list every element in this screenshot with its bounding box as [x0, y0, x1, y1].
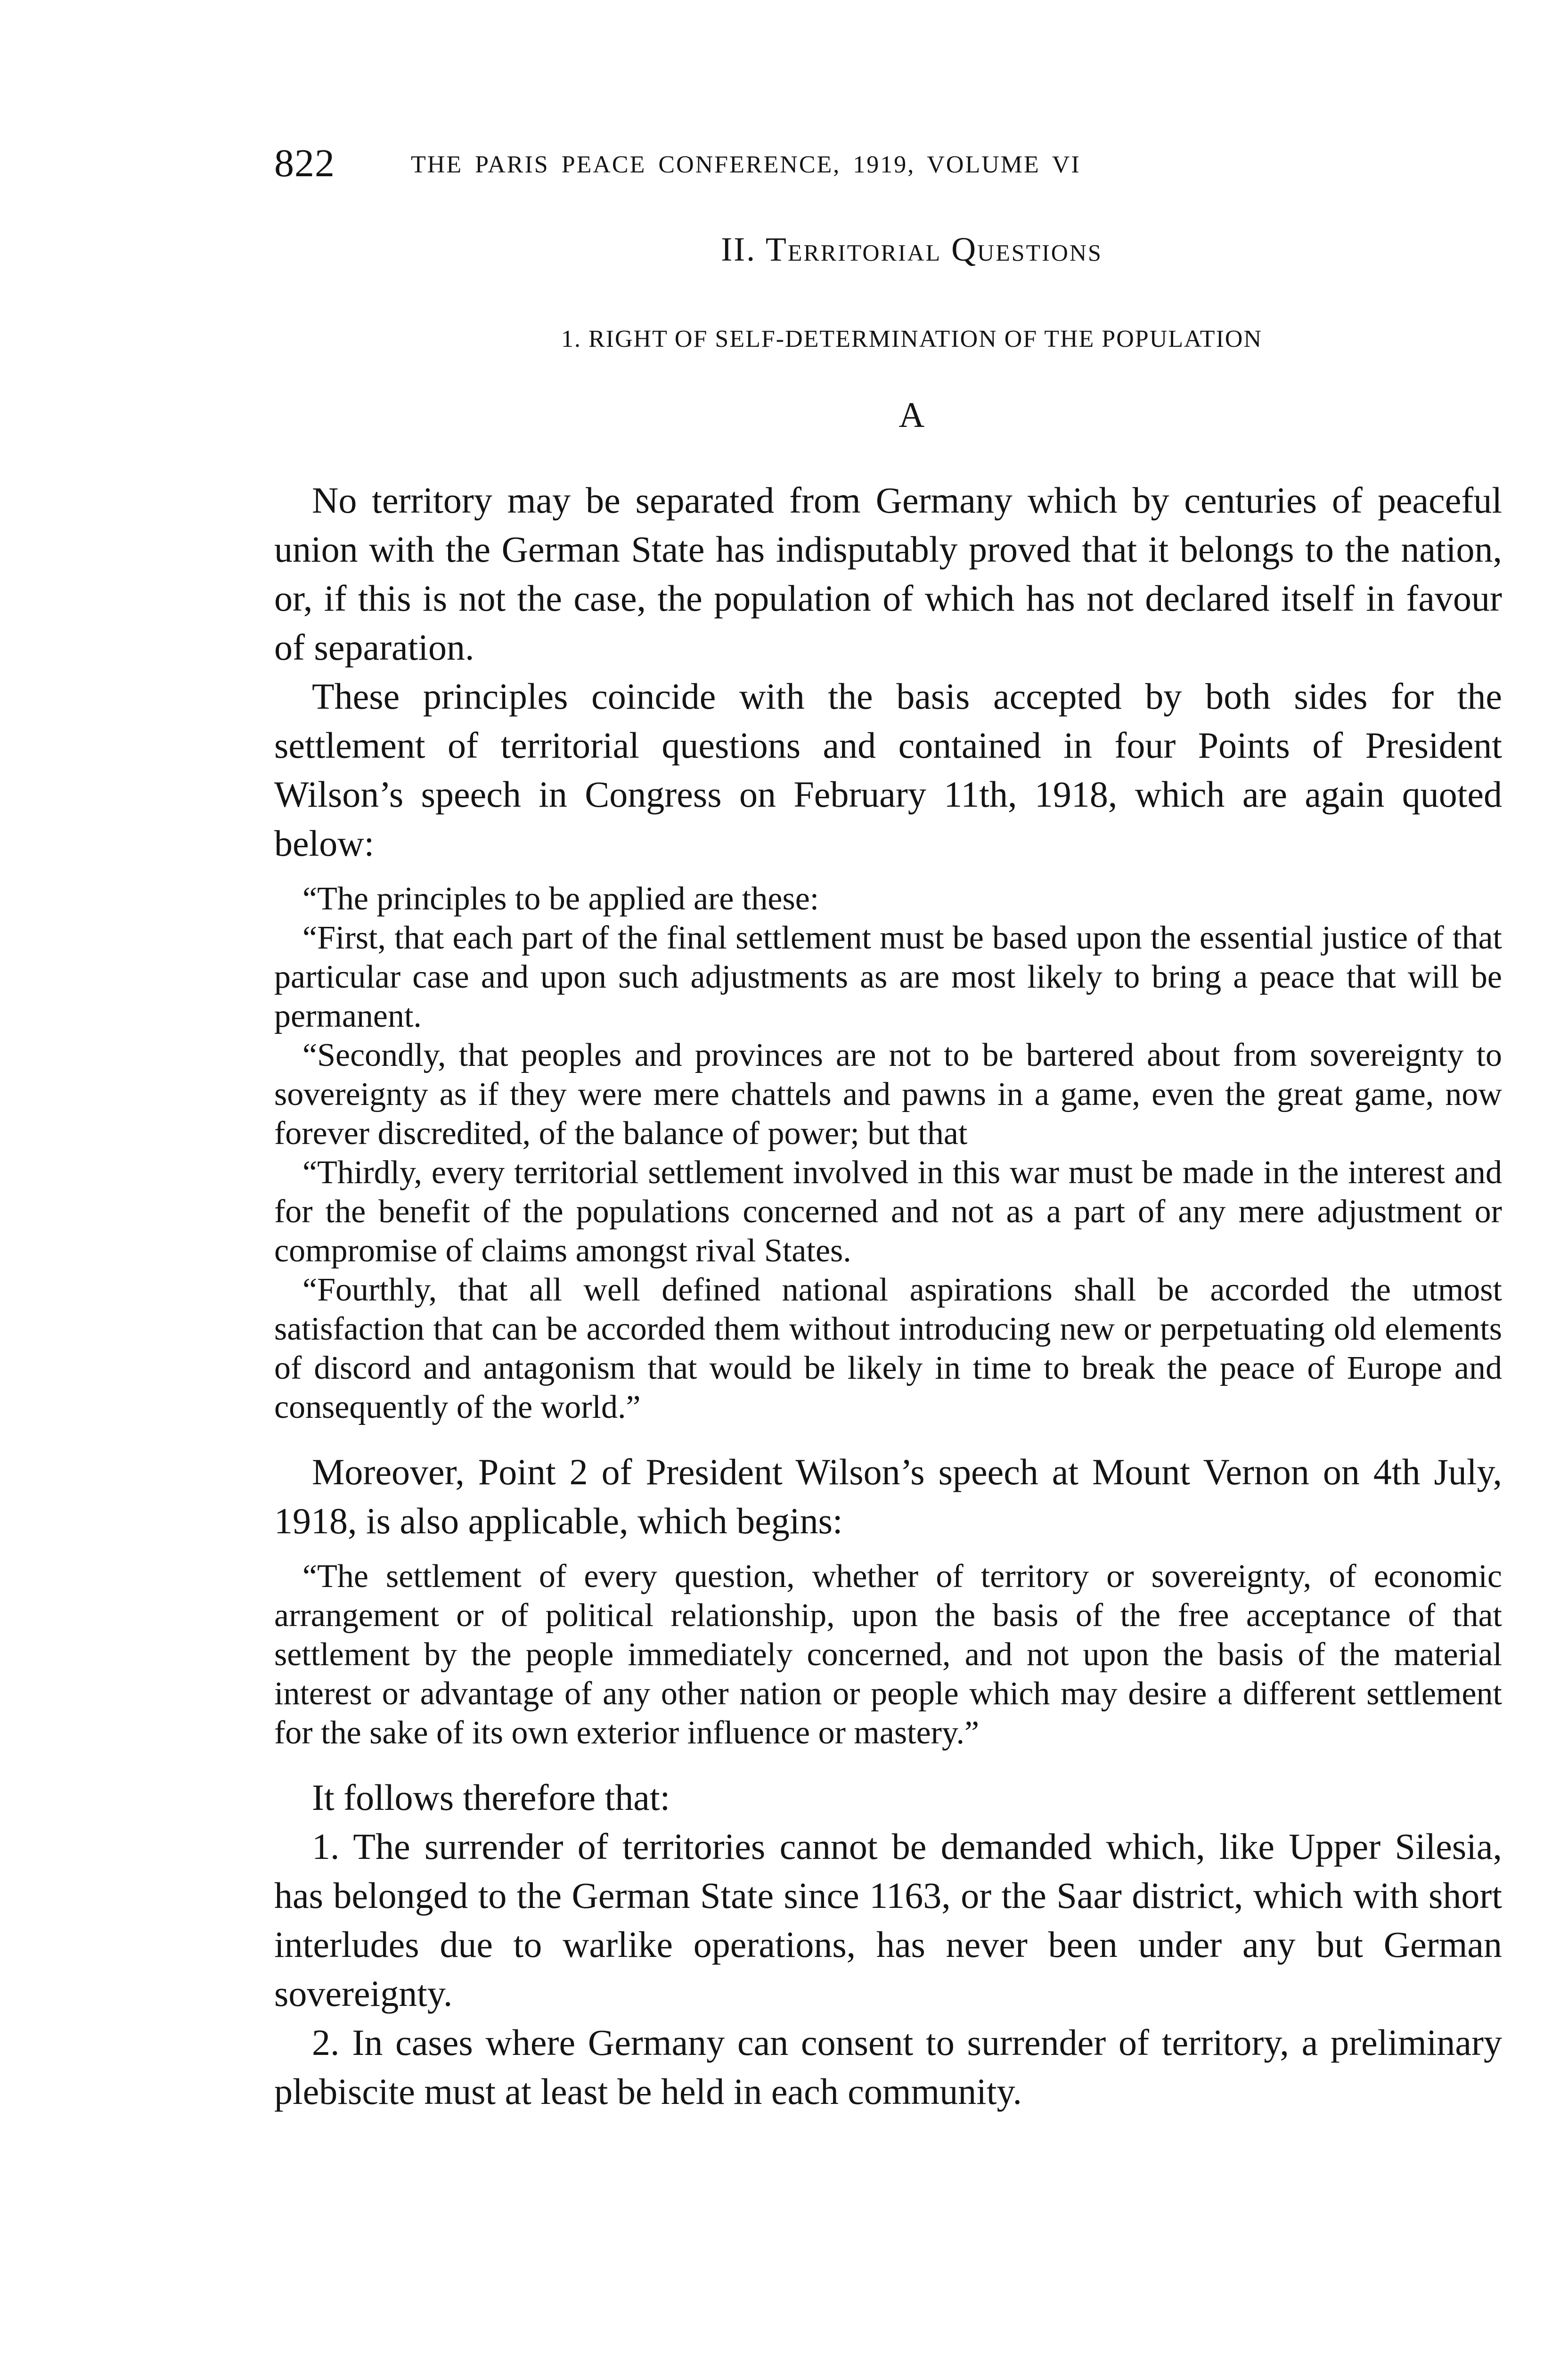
paragraph-1: No territory may be separated from Germany which by centuries of peaceful union with the German State has indisputably proved that it belongs to the nation, or, if this is not the case, the population of which has not declared itself in favour of separation.: [274, 480, 1502, 668]
quote-line: “Thirdly, every territorial settlement involved in this war must be made in the interest and for the benefit of the populations concerned and not as a part of any mere adjustment or compromise of claims amongst rival States.: [274, 1154, 1502, 1269]
quote-line: “The principles to be applied are these:: [302, 881, 819, 917]
section-title: II. Territorial Questions: [721, 230, 1102, 268]
running-title: THE PARIS PEACE CONFERENCE, 1919, VOLUME VI: [411, 151, 1081, 178]
part-letter: A: [898, 395, 925, 435]
quote-line: “First, that each part of the final settlement must be based upon the essential justice of that particular case and upon such adjustments as are most likely to bring a peace that will be permanent.: [274, 920, 1502, 1034]
subsection-title: 1. RIGHT OF SELF-DETERMINATION OF THE POPULATION: [561, 326, 1262, 352]
mount-vernon-quote: [274, 1557, 1502, 1752]
conclusion-point-1: 1. The surrender of territories cannot be demanded which, like Upper Silesia, has belonged to the German State since 1163, or the Saar district, which with short interludes due to warlike operations, has never been under any but German sovereignty.: [274, 1826, 1502, 2014]
paragraph-3: Moreover, Point 2 of President Wilson’s speech at Mount Vernon on 4th July, 1918, is also applicable, which begins:: [274, 1451, 1502, 1541]
wilson-congress-quote: [274, 879, 1502, 1427]
paragraph-2: These principles coincide with the basis accepted by both sides for the settlement of territorial questions and contained in four Points of President Wilson’s speech in Congress on February 11th, 1918, which are again quoted below:: [274, 676, 1502, 864]
conclusion-point-2: 2. In cases where Germany can consent to surrender of territory, a preliminary plebiscite must at least be held in each community.: [274, 2022, 1502, 2112]
document-body: [274, 476, 1502, 2116]
running-head: [274, 140, 1502, 192]
quote-line: “Fourthly, that all well defined national aspirations shall be accorded the utmost satisfaction that can be accorded them without introducing new or perpetuating old elements of discord and antagonism that would be likely in time to break the peace of Europe and consequently of the world.”: [274, 1272, 1502, 1425]
quote-line: “The settlement of every question, whether of territory or sovereignty, of economic arrangement or of political relationship, upon the basis of the free acceptance of that settlement by the people immediately concerned, and not upon the basis of the material interest or advantage of any other nation or people which may desire a different settlement for the sake of its own exterior influence or mastery.”: [274, 1558, 1502, 1751]
quote-line: “Secondly, that peoples and provinces are not to be bartered about from sovereignty to sovereignty as if they were mere chattels and pawns in a game, even the great game, now forever discredited, of the balance of power; but that: [274, 1037, 1502, 1152]
conclusion-intro: It follows therefore that:: [312, 1777, 670, 1818]
page-number: 822: [274, 141, 335, 185]
